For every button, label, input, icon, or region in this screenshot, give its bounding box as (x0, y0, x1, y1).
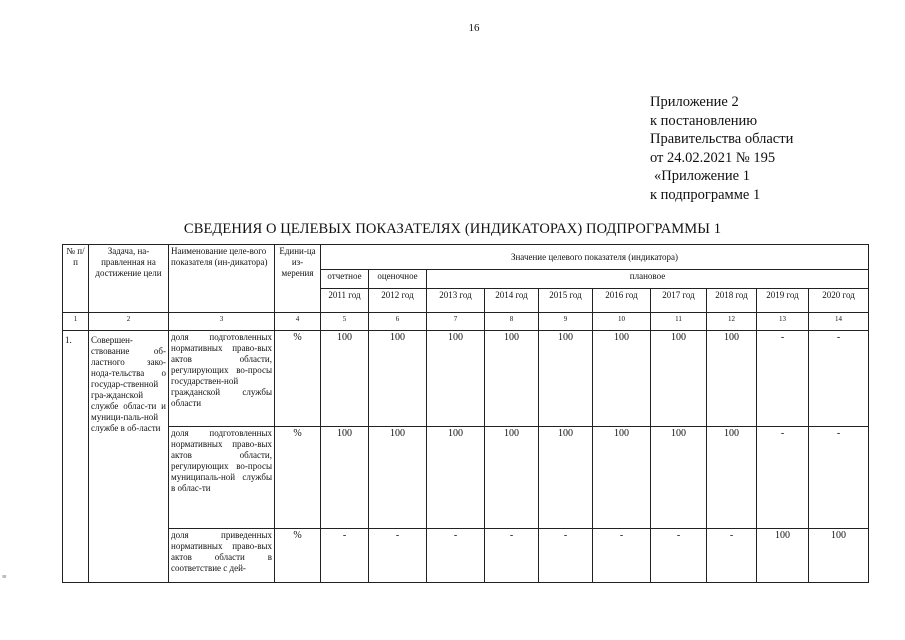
value-cell: 100 (321, 331, 369, 427)
value-cell: 100 (593, 427, 651, 529)
header-value: Значение целевого показателя (индикатора) (321, 245, 869, 270)
header-year: 2019 год (757, 289, 809, 313)
column-number: 6 (369, 313, 427, 331)
binding-marks: ≡ (2, 572, 7, 581)
column-number: 1 (63, 313, 89, 331)
value-cell: 100 (369, 331, 427, 427)
appendix-line: к постановлению (650, 112, 758, 129)
value-cell: 100 (809, 529, 869, 583)
value-cell: - (369, 529, 427, 583)
value-cell: - (757, 331, 809, 427)
header-unit: Едини-ца из-мерения (275, 245, 321, 313)
document-title: СВЕДЕНИЯ О ЦЕЛЕВЫХ ПОКАЗАТЕЛЯХ (ИНДИКАТОРАХ) ПОДПРОГРАММЫ 1 (183, 221, 722, 237)
column-number: 5 (321, 313, 369, 331)
header-planned: плановое (427, 270, 869, 289)
appendix-block (650, 93, 793, 204)
header-year: 2013 год (427, 289, 485, 313)
task-cell: Совершен-ствование об-ластного зако-нода-тельства о государ-ственной гра-жданской службе облас-ти и муници-паль-ной службе в об-ласти (89, 331, 169, 583)
header-year: 2014 год (485, 289, 539, 313)
header-year: 2020 год (809, 289, 869, 313)
value-cell: 100 (539, 331, 593, 427)
value-cell: - (809, 427, 869, 529)
appendix-line: «Приложение 1 (654, 168, 750, 184)
indicator-cell: доля подготовленных нормативных право-вых актов области, регулирующих во-просы муниципаль-ной службы в облас-ти (169, 427, 275, 529)
column-number: 9 (539, 313, 593, 331)
column-number: 14 (809, 313, 869, 331)
value-cell: 100 (757, 529, 809, 583)
column-number: 8 (485, 313, 539, 331)
value-cell: - (651, 529, 707, 583)
appendix-line: к подпрограмме 1 (650, 186, 761, 203)
appendix-line: от 24.02.2021 № 195 (650, 149, 776, 166)
column-number: 13 (757, 313, 809, 331)
value-cell: 100 (707, 331, 757, 427)
value-cell: - (427, 529, 485, 583)
table-row (63, 427, 869, 529)
header-year: 2017 год (651, 289, 707, 313)
value-cell: 100 (485, 427, 539, 529)
indicator-cell: доля подготовленных нормативных право-вых актов области, регулирующих во-просы государствен-ной гражданской службы области (169, 331, 275, 427)
value-cell: - (757, 427, 809, 529)
column-number: 2 (89, 313, 169, 331)
value-cell: - (593, 529, 651, 583)
appendix-line: Правительства области (650, 131, 794, 147)
appendix-line: Приложение 2 (650, 94, 739, 110)
unit-cell: % (275, 427, 321, 529)
header-task: Задача, на-правленная на достижение цели (89, 245, 169, 313)
value-cell: 100 (485, 331, 539, 427)
header-num: № п/п (63, 245, 89, 313)
column-number: 7 (427, 313, 485, 331)
value-cell: 100 (539, 427, 593, 529)
value-cell: - (321, 529, 369, 583)
page-number: 16 (468, 22, 480, 34)
header-estimated: оценочное (369, 270, 427, 289)
value-cell: 100 (707, 427, 757, 529)
value-cell: 100 (427, 427, 485, 529)
unit-cell: % (275, 331, 321, 427)
header-year: 2011 год (321, 289, 369, 313)
indicators-table (62, 244, 869, 583)
header-year: 2012 год (369, 289, 427, 313)
value-cell: - (539, 529, 593, 583)
header-year: 2015 год (539, 289, 593, 313)
column-number: 11 (651, 313, 707, 331)
row-number: 1. (63, 331, 89, 583)
column-number: 3 (169, 313, 275, 331)
unit-cell: % (275, 529, 321, 583)
value-cell: - (707, 529, 757, 583)
value-cell: 100 (651, 427, 707, 529)
column-number: 4 (275, 313, 321, 331)
table-row (63, 331, 869, 427)
indicator-cell: доля приведенных нормативных право-вых актов области в соответствие с дей- (169, 529, 275, 583)
value-cell: 100 (369, 427, 427, 529)
header-indicator: Наименование целе-вого показателя (ин-дикатора) (169, 245, 275, 313)
value-cell: - (809, 331, 869, 427)
header-year: 2016 год (593, 289, 651, 313)
value-cell: 100 (651, 331, 707, 427)
table-row (63, 529, 869, 583)
column-number: 12 (707, 313, 757, 331)
value-cell: - (485, 529, 539, 583)
value-cell: 100 (593, 331, 651, 427)
value-cell: 100 (427, 331, 485, 427)
header-year: 2018 год (707, 289, 757, 313)
header-reported: отчетное (321, 270, 369, 289)
value-cell: 100 (321, 427, 369, 529)
column-number: 10 (593, 313, 651, 331)
